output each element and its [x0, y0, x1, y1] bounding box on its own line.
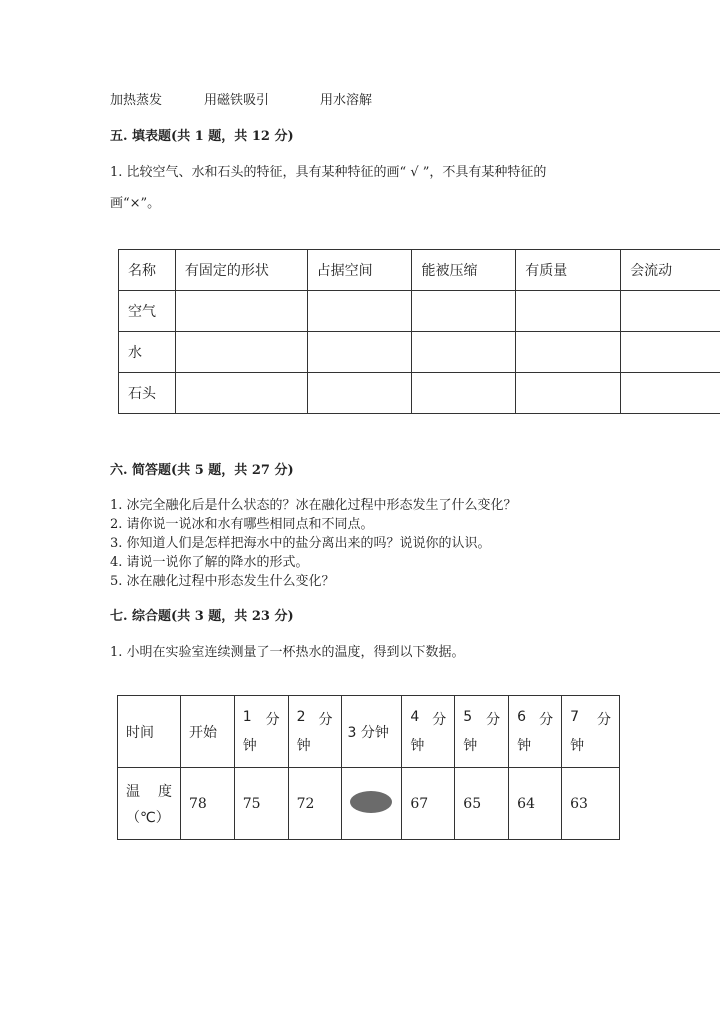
- time-num: 1: [242, 708, 252, 725]
- header-occupy-space: 占据空间: [307, 250, 412, 291]
- table-cell[interactable]: [175, 291, 307, 332]
- header-flows: 会流动: [621, 250, 720, 291]
- time-fen: 分: [432, 711, 447, 728]
- time-num: 6: [517, 708, 527, 725]
- table-cell[interactable]: [307, 332, 412, 373]
- table-row: [119, 250, 720, 291]
- section6-heading: 六. 简答题(共 5 题，共 27 分): [110, 463, 294, 478]
- section5-heading: 五. 填表题(共 1 题，共 12 分): [110, 129, 294, 144]
- time-label: 时间: [118, 696, 181, 768]
- table-cell[interactable]: [516, 291, 621, 332]
- temp-value: 75: [234, 768, 288, 840]
- time-7-min: [562, 696, 620, 768]
- question-4: 4. 请说一说你了解的降水的形式。: [110, 555, 309, 570]
- time-4-min: [402, 696, 455, 768]
- time-zhong: 钟: [570, 737, 585, 754]
- row-label-water: 水: [119, 332, 176, 373]
- table-row: [118, 768, 620, 840]
- table-cell[interactable]: [307, 373, 412, 414]
- question-5: 5. 冰在融化过程中形态发生什么变化？: [110, 574, 335, 589]
- time-fen: 分: [597, 711, 611, 728]
- table-cell[interactable]: [175, 332, 307, 373]
- table-cell[interactable]: [412, 332, 516, 373]
- temp-char-wen: 温: [126, 783, 140, 800]
- temp-unit: （℃）: [126, 809, 170, 826]
- time-6-min: [509, 696, 562, 768]
- time-start: 开始: [180, 696, 234, 768]
- question-1: 1. 冰完全融化后是什么状态的？冰在融化过程中形态发生了什么变化？: [110, 498, 517, 513]
- time-1-min: [234, 696, 288, 768]
- table-cell[interactable]: [621, 373, 720, 414]
- table-cell[interactable]: [412, 291, 516, 332]
- time-zhong: 钟: [517, 737, 532, 754]
- table-cell[interactable]: [307, 291, 412, 332]
- time-zhong: 钟: [296, 737, 311, 754]
- question-2: 2. 请你说一说冰和水有哪些相同点和不同点。: [110, 517, 374, 532]
- header-fixed-shape: 有固定的形状: [175, 250, 307, 291]
- temp-char-du: 度: [157, 783, 172, 800]
- table-cell[interactable]: [621, 291, 720, 332]
- table-cell[interactable]: [516, 373, 621, 414]
- table-row: [119, 291, 720, 332]
- row-label-air: 空气: [119, 291, 176, 332]
- options-line: [110, 89, 410, 107]
- time-fen: 分: [486, 711, 501, 728]
- time-fen: 分: [539, 711, 554, 728]
- temp-value: 65: [455, 768, 509, 840]
- time-num: 7: [570, 708, 579, 725]
- time-num: 4: [410, 708, 420, 725]
- table-cell[interactable]: [412, 373, 516, 414]
- time-zhong: 钟: [242, 737, 257, 754]
- temp-value: 78: [180, 768, 234, 840]
- temp-value: 63: [562, 768, 620, 840]
- time-fen: 分: [318, 711, 333, 728]
- temp-value: 64: [509, 768, 562, 840]
- section7-heading: 七. 综合题(共 3 题，共 23 分): [110, 609, 294, 624]
- time-num: 5: [463, 708, 473, 725]
- section5-q1-line2: 画“×”。: [110, 196, 161, 211]
- temperature-table: [117, 695, 620, 840]
- ink-blot: [350, 791, 392, 813]
- time-zhong: 钟: [463, 737, 478, 754]
- table-row: [119, 373, 720, 414]
- time-num: 2: [296, 708, 306, 725]
- question-3: 3. 你知道人们是怎样把海水中的盐分离出来的吗？说说你的认识。: [110, 536, 491, 551]
- row-label-stone: 石头: [119, 373, 176, 414]
- option-magnet: 用磁铁吸引: [204, 93, 270, 108]
- table-row: [118, 696, 620, 768]
- time-fen: 分: [265, 711, 280, 728]
- temp-value: 67: [402, 768, 455, 840]
- header-compressible: 能被压缩: [412, 250, 516, 291]
- table-row: [119, 332, 720, 373]
- time-2-min: [288, 696, 341, 768]
- temp-value-hidden: [341, 768, 402, 840]
- option-dissolve: 用水溶解: [320, 93, 373, 108]
- table-cell[interactable]: [621, 332, 720, 373]
- temp-value: 72: [288, 768, 341, 840]
- option-heat-evaporate: 加热蒸发: [110, 93, 163, 108]
- table-cell[interactable]: [516, 332, 621, 373]
- section7-q1: 1. 小明在实验室连续测量了一杯热水的温度，得到以下数据。: [110, 645, 465, 660]
- time-5-min: [455, 696, 509, 768]
- table-cell[interactable]: [175, 373, 307, 414]
- temperature-label: [118, 768, 181, 840]
- section5-q1-line1: 1. 比较空气、水和石头的特征，具有某种特征的画“ √ ”，不具有某种特征的: [110, 165, 547, 180]
- header-name: 名称: [119, 250, 176, 291]
- time-3-min: 3 分钟: [341, 696, 402, 768]
- header-has-mass: 有质量: [516, 250, 621, 291]
- feature-table: [118, 249, 720, 414]
- time-zhong: 钟: [410, 737, 425, 754]
